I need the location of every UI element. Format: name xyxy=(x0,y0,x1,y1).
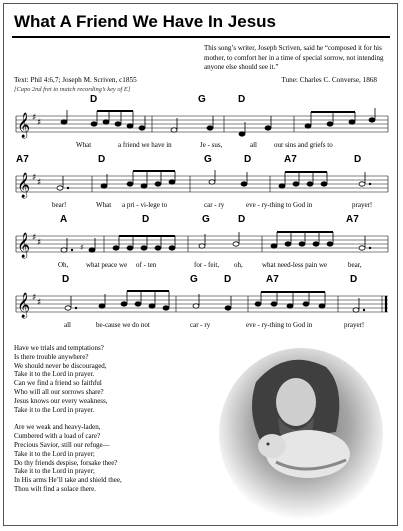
svg-text:♯: ♯ xyxy=(32,173,37,183)
svg-text:♯: ♯ xyxy=(32,293,37,303)
verse-line: Take it to the Lord in prayer. xyxy=(14,370,95,379)
verse-line: Are we weak and heavy-laden, xyxy=(14,423,101,432)
lyric-fragment: Oh, xyxy=(58,261,69,269)
music-system-4 xyxy=(12,274,392,336)
lyric-fragment: What xyxy=(76,141,92,149)
chord-label: D xyxy=(224,274,232,285)
svg-text:♯: ♯ xyxy=(80,243,84,252)
chord-label: G xyxy=(202,214,210,225)
lyric-fragment: What xyxy=(96,201,112,209)
capo-note: [Capo 2nd fret to match recording’s key of E] xyxy=(14,86,131,93)
verse-line: Precious Savior, still our refuge— xyxy=(14,440,110,449)
lyric-fragment: eve - ry-thing to God in xyxy=(246,201,313,209)
svg-text:♯: ♯ xyxy=(37,118,42,128)
lyric-fragment: bear! xyxy=(52,201,67,209)
treble-clef-icon: 𝄞 xyxy=(17,113,31,138)
verse-line: Is there trouble anywhere? xyxy=(14,352,89,361)
lyric-fragment: our sins and griefs to xyxy=(274,141,333,149)
chord-label: D xyxy=(238,94,246,105)
chord-label: D xyxy=(238,214,246,225)
verse-line: In His arms He’ll take and shield thee, xyxy=(14,476,122,485)
lyric-fragment: what need-less pain we xyxy=(262,261,328,269)
verse-line: We should never be discouraged, xyxy=(14,361,107,370)
song-title: What A Friend We Have In Jesus xyxy=(14,12,276,31)
treble-clef-icon: 𝄞 xyxy=(17,293,31,318)
chord-label: D xyxy=(350,274,358,285)
additional-verses xyxy=(14,344,214,503)
lyric-fragment: eve - ry-thing to God in xyxy=(246,321,313,329)
verse-line: Take it to the Lord in prayer; xyxy=(14,449,95,458)
verse-line: Do thy friends despise, forsake thee? xyxy=(14,458,118,467)
svg-text:♯: ♯ xyxy=(32,113,37,123)
text-credit: Text: Phil 4:6,7; Joseph M. Scriven, c1855 xyxy=(14,76,137,84)
staff-2 xyxy=(12,154,392,216)
lyric-fragment: of - ten xyxy=(136,261,157,269)
title-divider xyxy=(12,36,390,38)
treble-clef-icon: 𝄞 xyxy=(17,173,31,198)
chord-label: G xyxy=(190,274,198,285)
lyric-fragment: what peace we xyxy=(86,261,128,269)
lyric-fragment: all xyxy=(64,321,71,329)
chord-label: G xyxy=(198,94,206,105)
lyric-fragment: all xyxy=(250,141,257,149)
verse-line: Who will all our sorrows share? xyxy=(14,387,104,396)
chord-label: A7 xyxy=(266,274,279,285)
chord-label: A7 xyxy=(346,214,359,225)
chord-label: A7 xyxy=(284,154,297,165)
music-system-1 xyxy=(12,94,392,156)
chord-label: G xyxy=(204,154,212,165)
music-system-3 xyxy=(12,214,392,276)
lyric-fragment: oh, xyxy=(234,261,243,269)
verse-stanza xyxy=(14,344,214,414)
verse-line: Can we find a friend so faithful xyxy=(14,379,102,388)
treble-clef-icon: 𝄞 xyxy=(17,233,31,258)
verse-line: Thou wilt find a solace there. xyxy=(14,484,97,493)
chord-label: A7 xyxy=(16,154,29,165)
verse-line: Cumbered with a load of care? xyxy=(14,432,101,441)
verse-stanza xyxy=(14,423,214,493)
svg-text:♯: ♯ xyxy=(37,298,42,308)
lyric-fragment: a friend we have in xyxy=(118,141,172,149)
verse-line: Have we trials and temptations? xyxy=(14,344,104,352)
svg-text:♯: ♯ xyxy=(37,238,42,248)
tune-credit: Tune: Charles C. Converse, 1868 xyxy=(281,76,377,84)
lyric-fragment: bear, xyxy=(348,261,362,269)
shepherd-illustration xyxy=(216,342,386,522)
lyric-fragment: be-cause we do not xyxy=(96,321,150,329)
chord-label: D xyxy=(244,154,252,165)
chord-label: D xyxy=(142,214,150,225)
chord-label: D xyxy=(98,154,106,165)
song-sheet xyxy=(3,3,398,526)
song-intro-note: This song’s writer, Joseph Scriven, said he “composed it for his mother, to comfort her in a time of special sorrow, not intending anyone else should see it.” xyxy=(204,44,384,71)
svg-text:♯: ♯ xyxy=(37,178,42,188)
chord-label: D xyxy=(354,154,362,165)
verse-line: Take it to the Lord in prayer. xyxy=(14,405,95,414)
chord-label: A xyxy=(60,214,68,225)
lyric-fragment: Je - sus, xyxy=(200,141,223,149)
lyric-fragment: prayer! xyxy=(344,321,365,329)
lyric-fragment: car - ry xyxy=(190,321,211,329)
lyric-fragment: for - feit, xyxy=(194,261,220,269)
verse-line: Take it to the Lord in prayer; xyxy=(14,467,95,476)
music-system-2 xyxy=(12,154,392,216)
chord-label: D xyxy=(90,94,98,105)
lyric-fragment: a pri - vi-lege to xyxy=(122,201,168,209)
chord-label: D xyxy=(62,274,70,285)
svg-text:♯: ♯ xyxy=(32,233,37,243)
verse-line: Jesus knows our every weakness, xyxy=(14,396,108,405)
lyric-fragment: car - ry xyxy=(204,201,225,209)
lyric-fragment: prayer! xyxy=(352,201,373,209)
